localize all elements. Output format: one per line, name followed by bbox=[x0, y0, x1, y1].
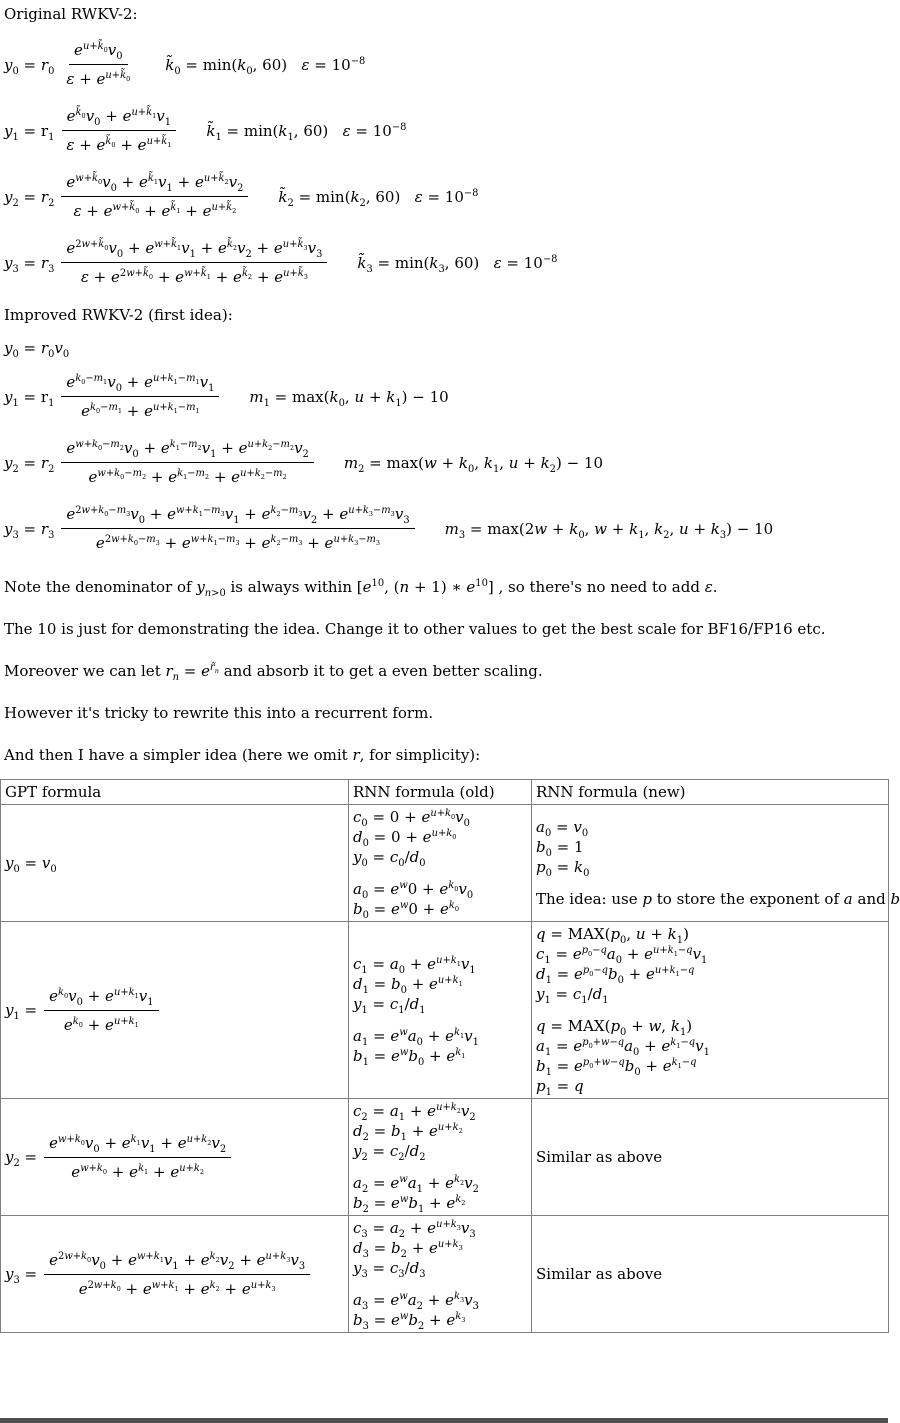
fraction-numerator: $e^{w+k_0-m_2}v_0 + e^{k_1-m_2}v_1 + e^{u+k_2-m_2}v_2$ bbox=[61, 436, 313, 463]
section-heading: Original RWKV-2: bbox=[4, 5, 138, 23]
equation-condition: $m_3 = \max(2w + k_0$, $w + k_1$, $k_2$, $u + k_3) - 10$ bbox=[444, 519, 774, 541]
fraction bbox=[61, 170, 248, 223]
equation-lhs: $y_1$ = bbox=[5, 1001, 38, 1022]
fraction bbox=[44, 1248, 310, 1301]
formula-line: $y_3 = c_3/d_3$ bbox=[353, 1259, 426, 1280]
bottom-strip bbox=[0, 1418, 888, 1423]
cell-rnn-old bbox=[349, 1099, 532, 1216]
formula-line: $d_1 = e^{p_0-q}b_0 + e^{u+k_1-q}$ bbox=[536, 965, 695, 986]
equation-lhs: $y_2 = r_2$ bbox=[4, 187, 55, 209]
fraction-numerator: $e^{k̃_0}v_0 + e^{u+k̃_1}v_1$ bbox=[62, 104, 176, 131]
fraction-denominator: $\varepsilon + e^{w+k̃_0} + e^{k̃_1} + e^{u+k̃_2}$ bbox=[73, 202, 237, 220]
table-row bbox=[1, 1099, 889, 1216]
fraction-numerator: $e^{k_0-m_1}v_0 + e^{u+k_1-m_1}v_1$ bbox=[61, 370, 219, 397]
table-header-cell: RNN formula (old) bbox=[349, 780, 532, 805]
paragraph: Note the denominator of $y_{n>0}$ is always within [$e^{10}$, (n + 1) ∗ $e^{10}$] , so there's no need to add ε. bbox=[4, 578, 718, 599]
fraction-denominator: $\varepsilon + e^{u+k̃_0}$ bbox=[66, 70, 131, 88]
equation-condition: $m_1 = \max(k_0$, $u + k_1) - 10$ bbox=[249, 387, 449, 409]
formula-line: $b_3 = e^wb_2 + e^{k_3}$ bbox=[353, 1311, 466, 1332]
equation bbox=[4, 38, 888, 91]
formula-line: $b_2 = e^wb_1 + e^{k_2}$ bbox=[353, 1194, 466, 1215]
formula-line: $q = MAX(p_0$, $u + k_1$) bbox=[536, 925, 689, 946]
formula-line: $b_0 = e^w0 + e^{k_0}$ bbox=[353, 900, 460, 921]
fraction-numerator: $e^{w+k̃_0}v_0 + e^{k̃_1}v_1 + e^{u+k̃_2}v_2$ bbox=[61, 170, 248, 197]
fraction-numerator: $e^{2w+k_0}v_0 + e^{w+k_1}v_1 + e^{k_2}v_2 + e^{u+k_3}v_3$ bbox=[44, 1248, 310, 1275]
formula-line: $a_1 = e^{p_0+w-q}a_0 + e^{k_1-q}v_1$ bbox=[536, 1037, 710, 1058]
fraction-denominator: $e^{w+k_0-m_2} + e^{k_1-m_2} + e^{u+k_2-m_2}$ bbox=[88, 468, 287, 486]
fraction-denominator: $e^{2w+k_0} + e^{w+k_1} + e^{k_2} + e^{u+k_3}$ bbox=[78, 1279, 276, 1298]
equation bbox=[4, 170, 888, 223]
formula-line: $q = MAX(p_0 + w$, $k_1$) bbox=[536, 1017, 693, 1038]
fraction-denominator: $e^{k_0-m_1} + e^{u+k_1-m_1}$ bbox=[81, 402, 200, 420]
formula-line: $p_1 = q$ bbox=[536, 1077, 584, 1098]
fraction-denominator: $e^{2w+k_0-m_3} + e^{w+k_1-m_3} + e^{k_2-m_3} + e^{u+k_3-m_3}$ bbox=[95, 534, 381, 552]
formula-line: $c_1 = e^{p_0-q}a_0 + e^{u+k_1-q}v_1$ bbox=[536, 945, 708, 966]
formula-line: Similar as above bbox=[536, 1148, 663, 1166]
equation-condition: $m_2 = \max(w + k_0$, $k_1$, $u + k_2) - 10$ bbox=[343, 453, 604, 475]
equation bbox=[5, 1248, 346, 1301]
equation-lhs: $y_3$ = bbox=[5, 1265, 38, 1286]
fraction bbox=[61, 436, 313, 489]
cell-rnn-new bbox=[532, 1099, 889, 1216]
equation bbox=[4, 236, 888, 289]
formula-line: $c_1 = a_0 + e^{u+k_1}v_1$ bbox=[353, 955, 476, 976]
formula-line: $d_3 = b_2 + e^{u+k_3}$ bbox=[353, 1239, 463, 1260]
fraction-numerator: $e^{w+k_0}v_0 + e^{k_1}v_1 + e^{u+k_2}v_2$ bbox=[44, 1131, 231, 1158]
equation-lhs: $y_3 = r_3$ bbox=[4, 253, 55, 275]
formula-line: $d_2 = b_1 + e^{u+k_2}$ bbox=[353, 1122, 463, 1143]
fraction-denominator: $e^{w+k_0} + e^{k_1} + e^{u+k_2}$ bbox=[71, 1162, 204, 1181]
fraction-numerator: $e^{2w+k̃_0}v_0 + e^{w+k̃_1}v_1 + e^{k̃_2}v_2 + e^{u+k̃_3}v_3$ bbox=[61, 236, 327, 263]
fraction-denominator: $e^{k_0} + e^{u+k_1}$ bbox=[63, 1015, 139, 1034]
equation bbox=[5, 984, 346, 1037]
table-row bbox=[1, 805, 889, 922]
formula-line: $c_2 = a_1 + e^{u+k_2}v_2$ bbox=[353, 1102, 476, 1123]
fraction-denominator: $\varepsilon + e^{k̃_0} + e^{u+k̃_1}$ bbox=[66, 136, 172, 154]
section-heading: Improved RWKV-2 (first idea): bbox=[4, 306, 233, 324]
cell-rnn-old bbox=[349, 922, 532, 1099]
formula-line: $a_0 = e^w0 + e^{k_0}v_0$ bbox=[353, 880, 474, 901]
formula-line: The idea: use p to store the exponent of a and b bbox=[536, 890, 900, 908]
equation-lhs: $y_2$ = bbox=[5, 1148, 38, 1169]
fraction bbox=[61, 38, 135, 91]
cell-rnn-new bbox=[532, 1216, 889, 1333]
equation bbox=[4, 104, 888, 157]
fraction-numerator: $e^{2w+k_0-m_3}v_0 + e^{w+k_1-m_3}v_1 + e^{k_2-m_3}v_2 + e^{u+k_3-m_3}v_3$ bbox=[61, 502, 414, 529]
table-header-row bbox=[1, 780, 889, 805]
formula-table-body bbox=[1, 805, 900, 1333]
cell-rnn-old bbox=[349, 1216, 532, 1333]
fraction bbox=[61, 236, 327, 289]
formula-line: $y_0 = c_0/d_0$ bbox=[353, 848, 426, 869]
cell-rnn-new bbox=[532, 922, 889, 1099]
line-gap bbox=[353, 1161, 529, 1173]
formula-line: $a_0 = v_0$ bbox=[536, 818, 589, 839]
formula-line: $d_0 = 0 + e^{u+k_0}$ bbox=[353, 828, 457, 849]
equation bbox=[4, 436, 888, 489]
fraction-denominator: $\varepsilon + e^{2w+k̃_0} + e^{w+k̃_1} + e^{k̃_2} + e^{u+k̃_3}$ bbox=[80, 268, 308, 286]
paragraph: Moreover we can let $r_n = e^{r̃_n}$ and absorb it to get a even better scaling. bbox=[4, 662, 543, 683]
table-row bbox=[1, 922, 889, 1099]
formula-line: $p_0 = k_0$ bbox=[536, 858, 590, 879]
table-header-cell: GPT formula bbox=[1, 780, 349, 805]
formula-line: $y_1 = c_1/d_1$ bbox=[536, 985, 609, 1006]
fraction-numerator: $e^{k_0}v_0 + e^{u+k_1}v_1$ bbox=[44, 984, 158, 1011]
paragraph: And then I have a simpler idea (here we omit r, for simplicity): bbox=[4, 746, 481, 764]
fraction bbox=[61, 502, 414, 555]
formula-line: $c_0 = 0 + e^{u+k_0}v_0$ bbox=[353, 808, 470, 829]
equation-lhs: $y_1 = r_1$ bbox=[4, 121, 55, 143]
formula-line: $c_3 = a_2 + e^{u+k_3}v_3$ bbox=[353, 1219, 476, 1240]
fraction bbox=[44, 984, 158, 1037]
equation-condition: $k̃_2 = \min(k_2$, 60) $\varepsilon = 10^{-8}$ bbox=[278, 187, 479, 209]
paragraph: However it's tricky to rewrite this into a recurrent form. bbox=[4, 704, 434, 722]
equation-condition: $k̃_0 = \min(k_0$, 60) $\varepsilon = 10^{-8}$ bbox=[165, 55, 366, 77]
formula-line: $a_2 = e^wa_1 + e^{k_2}v_2$ bbox=[353, 1174, 479, 1195]
cell-gpt-formula bbox=[1, 922, 349, 1099]
line-gap bbox=[353, 1278, 529, 1290]
cell-rnn-new bbox=[532, 805, 900, 922]
formula-table bbox=[0, 779, 900, 1333]
equation-condition: $k̃_3 = \min(k_3$, 60) $\varepsilon = 10^{-8}$ bbox=[357, 253, 558, 275]
equation-lhs: $y_1 = r_1$ bbox=[4, 387, 55, 409]
equation-text: $y_0 = r_0v_0$ bbox=[4, 339, 70, 360]
table-row bbox=[1, 1216, 889, 1333]
fraction bbox=[61, 104, 176, 157]
line-gap bbox=[353, 1014, 529, 1026]
equation bbox=[4, 370, 888, 423]
equation bbox=[4, 502, 888, 555]
formula-line: $b_0 = 1$ bbox=[536, 838, 584, 859]
table-header-cell: RNN formula (new) bbox=[532, 780, 889, 805]
paragraph: The 10 is just for demonstrating the idea. Change it to other values to get the best scale for BF16/FP16 etc. bbox=[4, 620, 826, 638]
fraction bbox=[61, 370, 219, 423]
equation-lhs: $y_2 = r_2$ bbox=[4, 453, 55, 475]
fraction-numerator: $e^{u+k̃_0}v_0$ bbox=[69, 38, 127, 65]
formula-line: $y_1 = c_1/d_1$ bbox=[353, 995, 426, 1016]
cell-gpt-formula bbox=[1, 805, 349, 922]
formula-line: $d_1 = b_0 + e^{u+k_1}$ bbox=[353, 975, 463, 996]
equation-condition: $k̃_1 = \min(k_1$, 60) $\varepsilon = 10^{-8}$ bbox=[206, 121, 407, 143]
equation-lhs: $y_3 = r_3$ bbox=[4, 519, 55, 541]
line-gap bbox=[353, 867, 529, 879]
cell-rnn-old bbox=[349, 805, 532, 922]
equation bbox=[4, 339, 888, 360]
equation-lhs: $y_0 = r_0$ bbox=[4, 55, 55, 77]
equation bbox=[5, 1131, 346, 1184]
formula-line: Similar as above bbox=[536, 1265, 663, 1283]
fraction bbox=[44, 1131, 231, 1184]
formula-line: $b_1 = e^{p_0+w-q}b_0 + e^{k_1-q}$ bbox=[536, 1057, 697, 1078]
cell-gpt-formula bbox=[1, 1216, 349, 1333]
line-gap bbox=[536, 1004, 886, 1016]
formula-line: $y_2 = c_2/d_2$ bbox=[353, 1142, 426, 1163]
formula-line: $b_1 = e^wb_0 + e^{k_1}$ bbox=[353, 1047, 466, 1068]
equation-text: $y_0 = v_0$ bbox=[5, 854, 57, 875]
cell-gpt-formula bbox=[1, 1099, 349, 1216]
formula-line: $a_3 = e^wa_2 + e^{k_3}v_3$ bbox=[353, 1291, 479, 1312]
formula-line: $a_1 = e^wa_0 + e^{k_1}v_1$ bbox=[353, 1027, 479, 1048]
